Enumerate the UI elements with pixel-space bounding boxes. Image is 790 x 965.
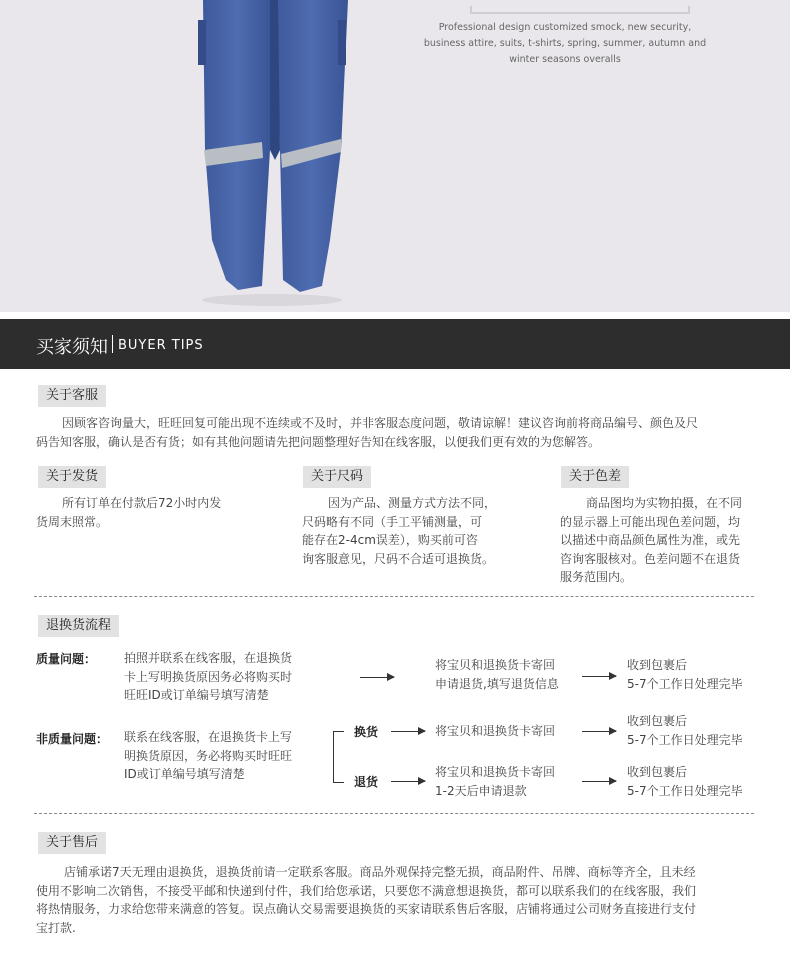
exchange-step3-line: 收到包裹后 [627, 714, 688, 728]
header-title-en: BUYER TIPS [118, 338, 204, 353]
quality-line: 旺旺ID或订单编号填写清楚 [124, 688, 269, 702]
exchange-label: 换货 [354, 725, 379, 739]
quality-step3-line: 收到包裹后 [627, 658, 688, 672]
quality-issue-text [124, 649, 324, 705]
refund-step2 [435, 763, 595, 800]
aftersale-text [36, 863, 766, 937]
branch-bracket [333, 731, 344, 783]
color-text [560, 494, 770, 587]
arrow-right-icon [582, 781, 616, 782]
quality-issue-title: 质量问题： [36, 652, 97, 666]
arrow-right-icon [582, 731, 616, 732]
color-line: 以描述中商品颜色属性为准，或先 [560, 533, 741, 547]
refund-step2-line: 将宝贝和退换货卡寄回 [435, 765, 556, 779]
color-label: 关于色差 [561, 466, 629, 488]
color-line: 商品图均为实物拍摄，在不同 [586, 496, 743, 510]
aftersale-line: 将热情服务，力求给您带来满意的答复。误点确认交易需要退换货的买家请联系售后客服，店铺将通过公司财务直接进行支付 [36, 902, 697, 916]
shipping-text [36, 494, 266, 531]
quality-step2-line: 申请退货,填写退货信息 [435, 676, 559, 691]
aftersale-line: 使用不影响二次销售，不接受平邮和快递到付件，我们给您承诺，只要您不满意想退换货，都可以联系我们的在线客服，我们 [36, 883, 697, 898]
color-line: 服务范围内。 [560, 570, 633, 584]
non-quality-issue-text [124, 728, 324, 784]
service-label: 关于客服 [38, 385, 106, 407]
quality-step2 [435, 656, 595, 693]
arrow-right-icon [391, 731, 425, 732]
exchange-step3 [627, 712, 767, 749]
quality-step2-line: 将宝贝和退换货卡寄回 [435, 658, 556, 672]
divider [34, 596, 754, 597]
service-text [36, 414, 766, 451]
aftersale-line: 宝打款. [36, 920, 76, 935]
color-line: 的显示器上可能出现色差问题，均 [560, 514, 741, 529]
refund-label: 退货 [354, 775, 379, 789]
color-line: 咨询客服核对。色差问题不在退货 [560, 551, 741, 566]
caption-line: Professional design customized smock, new security, [438, 22, 692, 33]
caption-line: winter seasons overalls [509, 54, 621, 65]
service-line: 码告知客服，确认是否有货；如有其他问题请先把问题整理好告知在线客服，以便我们更有效的为您解答。 [36, 434, 601, 449]
refund-step3-line: 5-7个工作日处理完毕 [627, 783, 743, 798]
aftersale-line: 店铺承诺7天无理由退换货，退换货前请一定联系客服。商品外观保持完整无损，商品附件、吊牌、商标等齐全，且未经 [64, 865, 696, 879]
header-title-cn: 买家须知 [36, 337, 108, 358]
non-quality-line: ID或订单编号填写清楚 [124, 767, 245, 781]
caption-line: business attire, suits, t-shirts, spring, summer, autumn and [423, 38, 707, 49]
non-quality-line: 联系在线客服，在退换货卡上写 [124, 730, 293, 744]
non-quality-issue-title: 非质量问题： [36, 732, 109, 746]
arrow-right-icon [360, 677, 394, 678]
service-line: 因顾客咨询量大，旺旺回复可能出现不连续或不及时，并非客服态度问题，敬请谅解！建议咨询前将商品编号、颜色及尺 [62, 416, 699, 430]
aftersale-label: 关于售后 [38, 832, 106, 854]
shipping-line: 货周末照常。 [36, 514, 109, 529]
size-line: 能存在2-4cm误差），购买前可咨 [302, 533, 478, 547]
returns-label: 退换货流程 [38, 615, 119, 637]
size-line: 尺码略有不同（手工平铺测量，可 [302, 514, 483, 529]
shipping-label: 关于发货 [38, 466, 106, 488]
quality-line: 卡上写明换货原因务必将购买时 [124, 669, 293, 684]
refund-step2-line: 1-2天后申请退款 [435, 783, 527, 798]
shipping-line: 所有订单在付款后72小时内发 [62, 496, 222, 510]
size-text [302, 494, 532, 568]
size-line: 询客服意见，尺码不合适可退换货。 [302, 551, 495, 566]
exchange-step2: 将宝贝和退换货卡寄回 [435, 724, 556, 738]
exchange-step3-line: 5-7个工作日处理完毕 [627, 732, 743, 747]
refund-step3 [627, 763, 767, 800]
size-line: 因为产品、测量方式方法不同， [328, 496, 497, 510]
quality-line: 拍照并联系在线客服，在退换货 [124, 651, 293, 665]
product-caption [420, 20, 710, 68]
size-label: 关于尺码 [303, 466, 371, 488]
arrow-right-icon [391, 781, 425, 782]
refund-step3-line: 收到包裹后 [627, 765, 688, 779]
quality-step3 [627, 656, 767, 693]
quality-step3-line: 5-7个工作日处理完毕 [627, 676, 743, 691]
non-quality-line: 明换货原因，务必将购买时旺旺 [124, 748, 293, 763]
caption-frame [470, 6, 690, 14]
divider [34, 813, 754, 814]
header-divider [112, 335, 113, 353]
arrow-right-icon [582, 676, 616, 677]
